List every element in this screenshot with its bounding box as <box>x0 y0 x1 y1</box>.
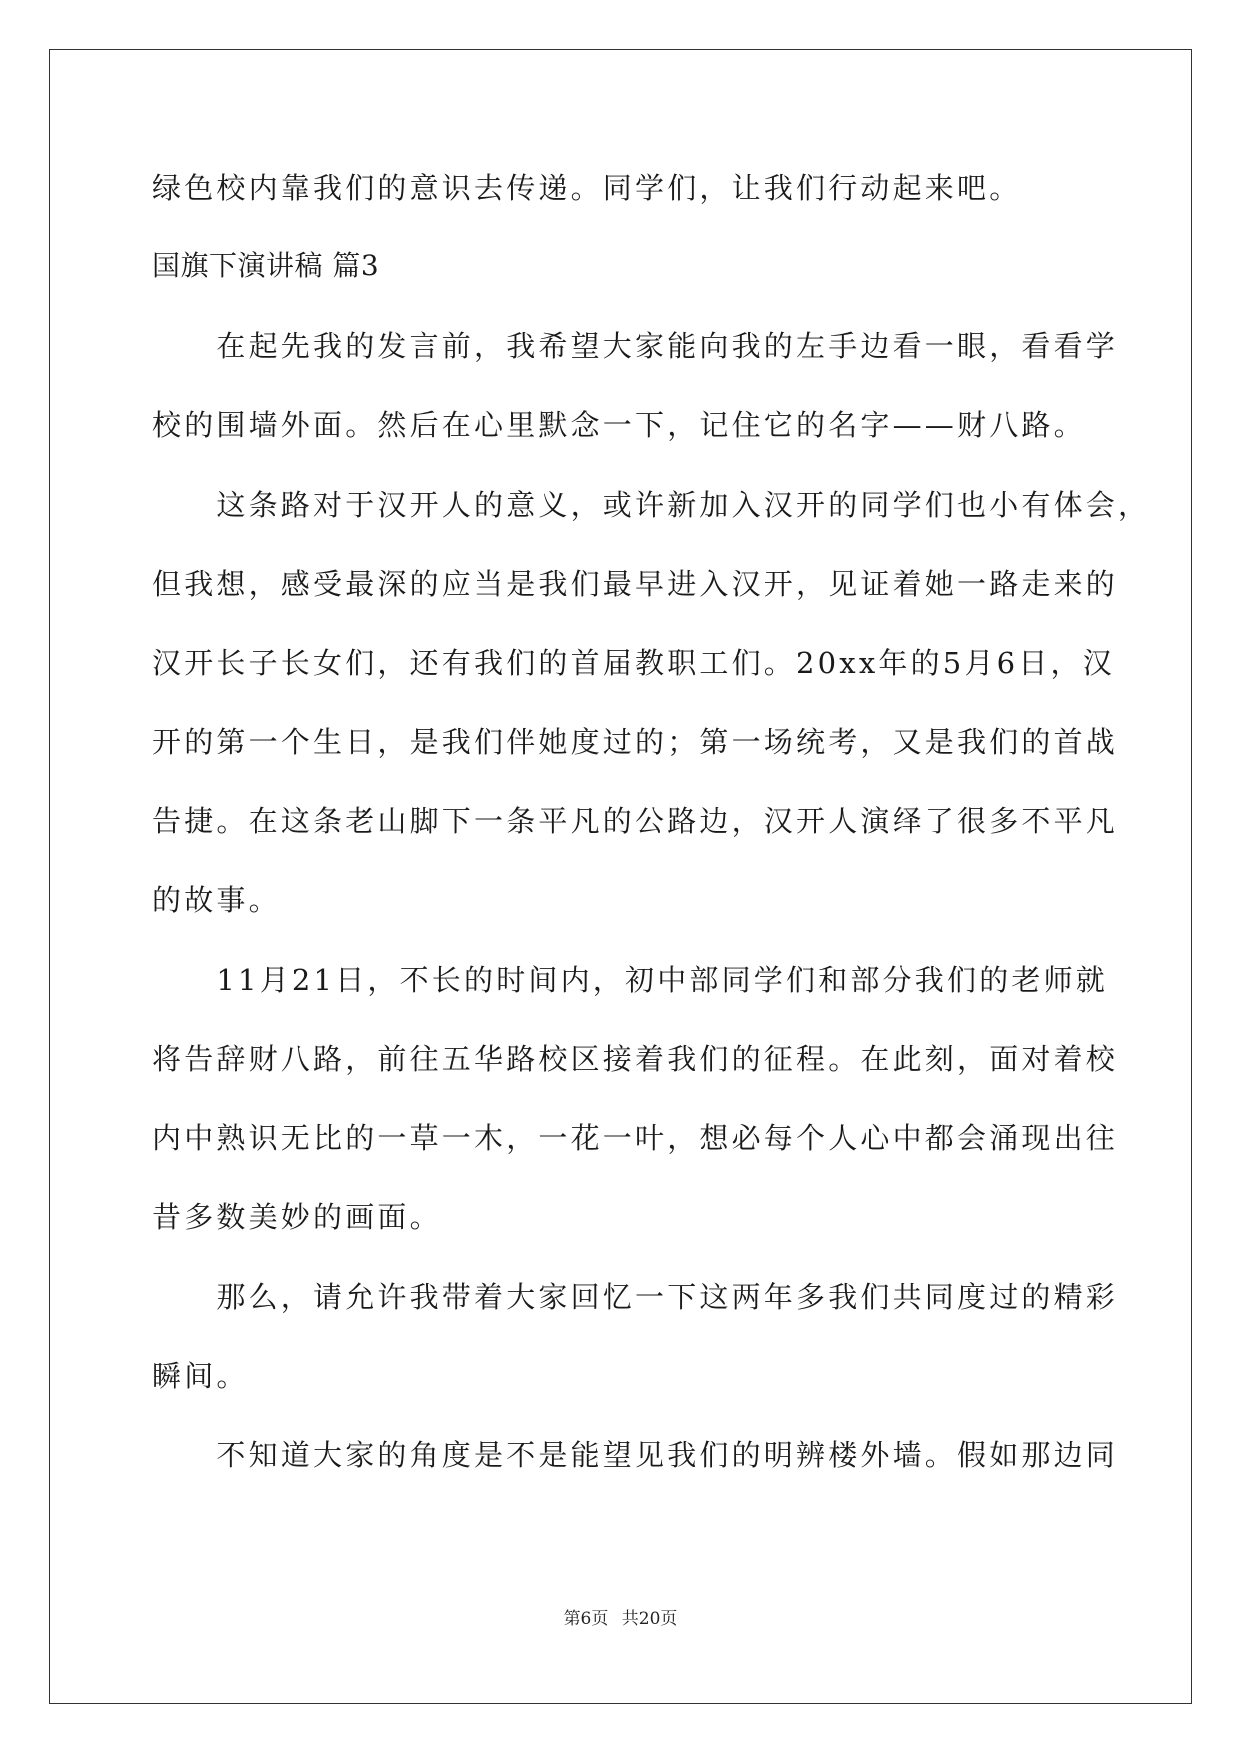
text-line: 内中熟识无比的一草一木，一花一叶，想必每个人心中都会涌现出往 <box>152 1121 1119 1155</box>
text-line: 那么，请允许我带着大家回忆一下这两年多我们共同度过的精彩 <box>152 1280 1119 1314</box>
text-line: 但我想，感受最深的应当是我们最早进入汉开，见证着她一路走来的 <box>152 567 1119 601</box>
page-total: 共20页 <box>621 1609 678 1629</box>
page-footer <box>0 1604 1241 1629</box>
text-line: 告捷。在这条老山脚下一条平凡的公路边，汉开人演绎了很多不平凡 <box>152 804 1119 838</box>
section-heading: 国旗下演讲稿 篇3 <box>152 249 380 282</box>
text-line: 这条路对于汉开人的意义，或许新加入汉开的同学们也小有体会， <box>152 488 1151 522</box>
text-line: 校的围墙外面。然后在心里默念一下，记住它的名字——财八路。 <box>152 408 1086 442</box>
text-line: 在起先我的发言前，我希望大家能向我的左手边看一眼，看看学 <box>152 329 1119 363</box>
page-number: 第6页 <box>563 1609 609 1629</box>
text-line: 开的第一个生日，是我们伴她度过的；第一场统考，又是我们的首战 <box>152 725 1119 759</box>
text-line: 将告辞财八路，前往五华路校区接着我们的征程。在此刻，面对着校 <box>152 1042 1119 1076</box>
text-line: 的故事。 <box>152 883 281 917</box>
text-line: 昔多数美妙的画面。 <box>152 1200 442 1234</box>
text-line: 不知道大家的角度是不是能望见我们的明辨楼外墙。假如那边同 <box>152 1438 1119 1472</box>
text-line: 瞬间。 <box>152 1359 249 1393</box>
text-line: 11月21日，不长的时间内，初中部同学们和部分我们的老师就 <box>152 963 1109 997</box>
text-line: 绿色校内靠我们的意识去传递。同学们，让我们行动起来吧。 <box>152 171 1022 205</box>
text-line: 汉开长子长女们，还有我们的首届教职工们。20xx年的5月6日，汉 <box>152 646 1115 680</box>
